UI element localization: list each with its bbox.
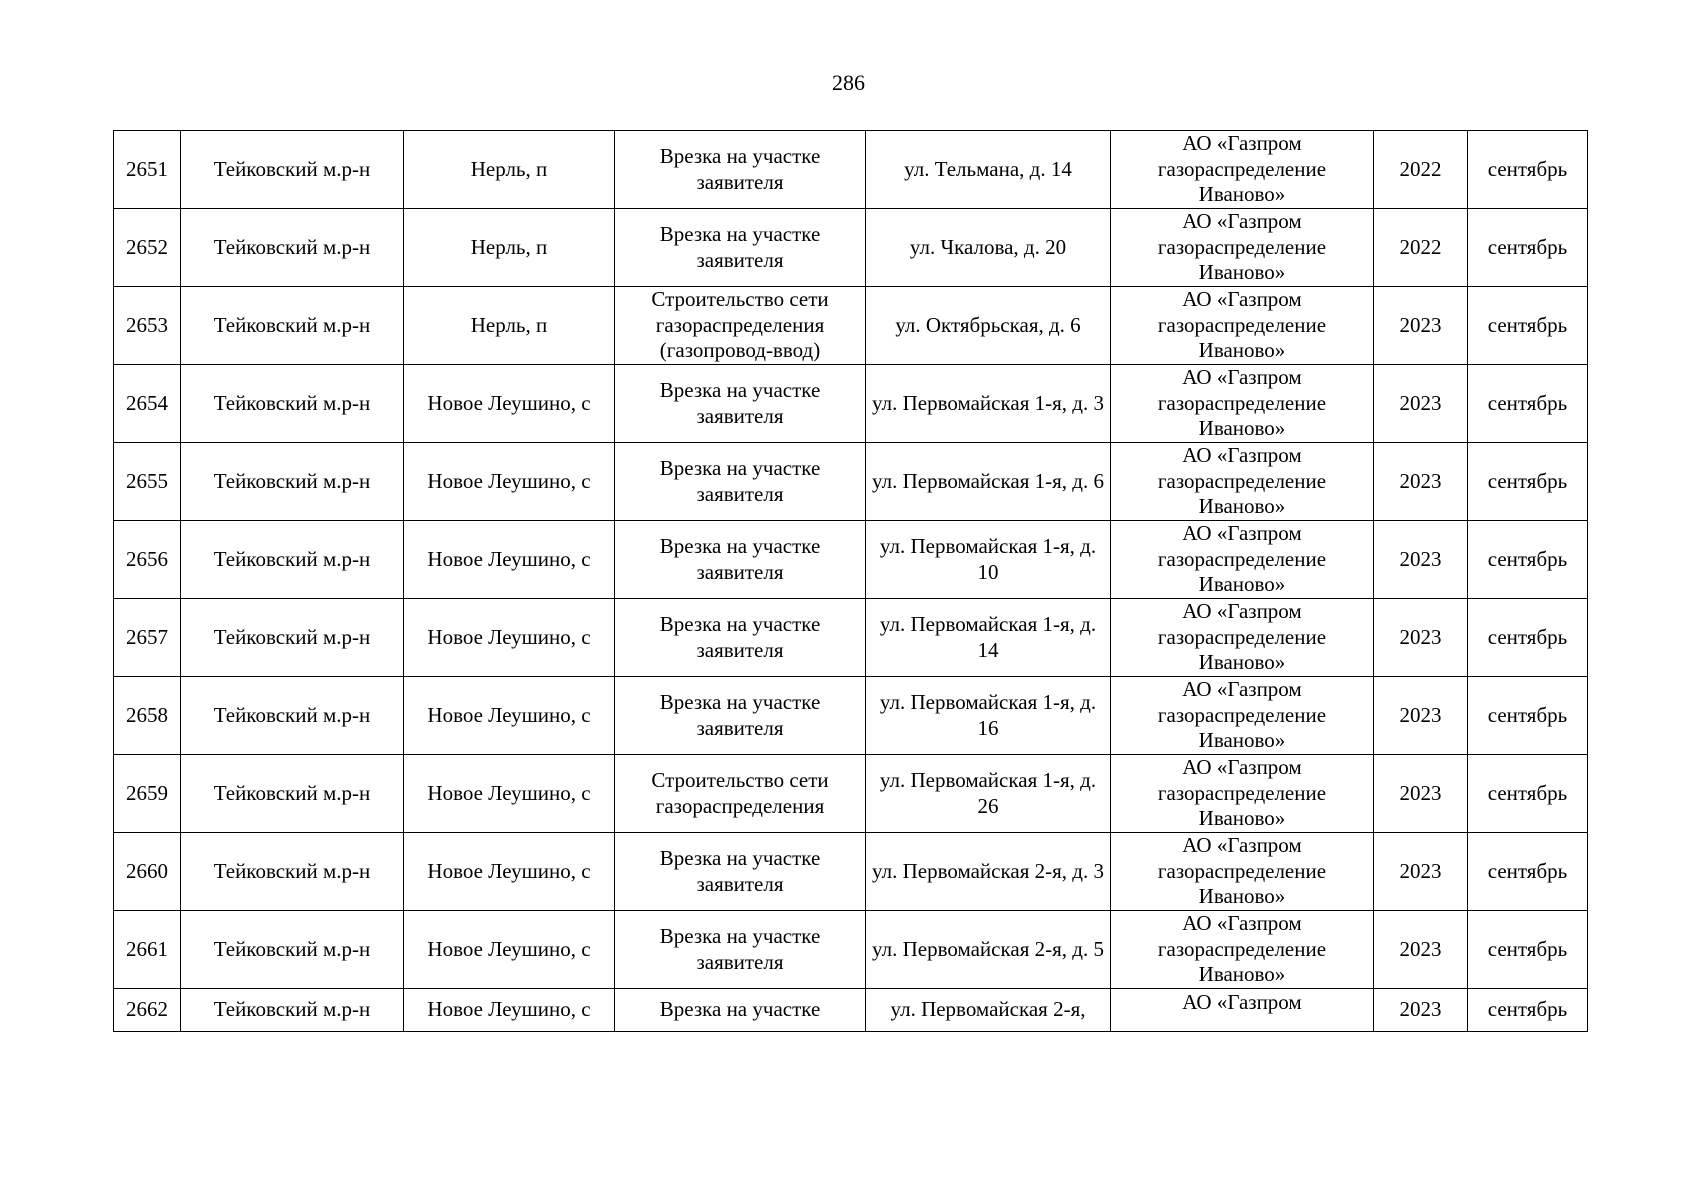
cell-settlement: Новое Леушино, с bbox=[404, 599, 615, 677]
cell-address: ул. Первомайская 1-я, д. 14 bbox=[866, 599, 1111, 677]
cell-work-type: Строительство сети газораспределения bbox=[615, 755, 866, 833]
table-row bbox=[114, 677, 1588, 755]
cell-year: 2023 bbox=[1374, 833, 1468, 911]
cell-address: ул. Первомайская 1-я, д. 16 bbox=[866, 677, 1111, 755]
cell-district: Тейковский м.р-н bbox=[181, 911, 404, 989]
cell-work-type: Врезка на участке заявителя bbox=[615, 911, 866, 989]
cell-district: Тейковский м.р-н bbox=[181, 521, 404, 599]
cell-settlement: Новое Леушино, с bbox=[404, 443, 615, 521]
cell-work-type: Врезка на участке заявителя bbox=[615, 677, 866, 755]
cell-month: сентябрь bbox=[1468, 755, 1588, 833]
cell-number: 2652 bbox=[114, 209, 181, 287]
table-body bbox=[114, 131, 1588, 1032]
cell-year: 2023 bbox=[1374, 677, 1468, 755]
cell-work-type: Врезка на участке bbox=[615, 989, 866, 1032]
cell-organization: АО «Газпром bbox=[1111, 989, 1374, 1032]
cell-year: 2023 bbox=[1374, 755, 1468, 833]
cell-settlement: Новое Леушино, с bbox=[404, 521, 615, 599]
table-row bbox=[114, 287, 1588, 365]
cell-number: 2656 bbox=[114, 521, 181, 599]
table-row bbox=[114, 755, 1588, 833]
cell-month: сентябрь bbox=[1468, 443, 1588, 521]
cell-address: ул. Первомайская 2-я, д. 5 bbox=[866, 911, 1111, 989]
cell-organization: АО «Газпром газораспределение Иваново» bbox=[1111, 677, 1374, 755]
cell-year: 2023 bbox=[1374, 911, 1468, 989]
cell-number: 2659 bbox=[114, 755, 181, 833]
cell-address: ул. Первомайская 2-я, д. 3 bbox=[866, 833, 1111, 911]
cell-address: ул. Первомайская 1-я, д. 6 bbox=[866, 443, 1111, 521]
table-row bbox=[114, 443, 1588, 521]
cell-address: ул. Тельмана, д. 14 bbox=[866, 131, 1111, 209]
cell-work-type: Врезка на участке заявителя bbox=[615, 443, 866, 521]
cell-work-type: Врезка на участке заявителя bbox=[615, 209, 866, 287]
cell-settlement: Нерль, п bbox=[404, 131, 615, 209]
cell-settlement: Нерль, п bbox=[404, 287, 615, 365]
cell-settlement: Новое Леушино, с bbox=[404, 911, 615, 989]
cell-district: Тейковский м.р-н bbox=[181, 287, 404, 365]
cell-district: Тейковский м.р-н bbox=[181, 677, 404, 755]
cell-month: сентябрь bbox=[1468, 365, 1588, 443]
cell-organization: АО «Газпром газораспределение Иваново» bbox=[1111, 599, 1374, 677]
cell-work-type: Врезка на участке заявителя bbox=[615, 131, 866, 209]
cell-organization: АО «Газпром газораспределение Иваново» bbox=[1111, 443, 1374, 521]
cell-organization: АО «Газпром газораспределение Иваново» bbox=[1111, 209, 1374, 287]
cell-work-type: Строительство сети газораспределения (газопровод-ввод) bbox=[615, 287, 866, 365]
cell-settlement: Нерль, п bbox=[404, 209, 615, 287]
cell-year: 2023 bbox=[1374, 989, 1468, 1032]
cell-number: 2657 bbox=[114, 599, 181, 677]
cell-number: 2662 bbox=[114, 989, 181, 1032]
cell-work-type: Врезка на участке заявителя bbox=[615, 365, 866, 443]
cell-district: Тейковский м.р-н bbox=[181, 443, 404, 521]
cell-settlement: Новое Леушино, с bbox=[404, 677, 615, 755]
cell-address: ул. Первомайская 1-я, д. 26 bbox=[866, 755, 1111, 833]
table-row bbox=[114, 989, 1588, 1032]
cell-district: Тейковский м.р-н bbox=[181, 989, 404, 1032]
cell-organization: АО «Газпром газораспределение Иваново» bbox=[1111, 365, 1374, 443]
cell-number: 2654 bbox=[114, 365, 181, 443]
table-row bbox=[114, 521, 1588, 599]
cell-organization: АО «Газпром газораспределение Иваново» bbox=[1111, 833, 1374, 911]
cell-district: Тейковский м.р-н bbox=[181, 833, 404, 911]
cell-work-type: Врезка на участке заявителя bbox=[615, 521, 866, 599]
cell-month: сентябрь bbox=[1468, 989, 1588, 1032]
cell-month: сентябрь bbox=[1468, 599, 1588, 677]
cell-organization: АО «Газпром газораспределение Иваново» bbox=[1111, 755, 1374, 833]
cell-year: 2023 bbox=[1374, 443, 1468, 521]
cell-month: сентябрь bbox=[1468, 833, 1588, 911]
cell-address: ул. Первомайская 1-я, д. 10 bbox=[866, 521, 1111, 599]
cell-year: 2023 bbox=[1374, 521, 1468, 599]
cell-address: ул. Первомайская 2-я, bbox=[866, 989, 1111, 1032]
cell-work-type: Врезка на участке заявителя bbox=[615, 833, 866, 911]
table-row bbox=[114, 131, 1588, 209]
cell-district: Тейковский м.р-н bbox=[181, 365, 404, 443]
cell-number: 2660 bbox=[114, 833, 181, 911]
cell-month: сентябрь bbox=[1468, 521, 1588, 599]
cell-organization: АО «Газпром газораспределение Иваново» bbox=[1111, 521, 1374, 599]
cell-year: 2022 bbox=[1374, 209, 1468, 287]
cell-work-type: Врезка на участке заявителя bbox=[615, 599, 866, 677]
cell-number: 2658 bbox=[114, 677, 181, 755]
cell-year: 2022 bbox=[1374, 131, 1468, 209]
cell-number: 2661 bbox=[114, 911, 181, 989]
table-row bbox=[114, 911, 1588, 989]
gasification-schedule-table bbox=[113, 130, 1588, 1032]
cell-organization: АО «Газпром газораспределение Иваново» bbox=[1111, 287, 1374, 365]
cell-settlement: Новое Леушино, с bbox=[404, 833, 615, 911]
cell-month: сентябрь bbox=[1468, 209, 1588, 287]
table-row bbox=[114, 365, 1588, 443]
page-number: 286 bbox=[832, 70, 865, 95]
cell-year: 2023 bbox=[1374, 287, 1468, 365]
cell-address: ул. Октябрьская, д. 6 bbox=[866, 287, 1111, 365]
cell-month: сентябрь bbox=[1468, 677, 1588, 755]
cell-organization: АО «Газпром газораспределение Иваново» bbox=[1111, 131, 1374, 209]
table-row bbox=[114, 209, 1588, 287]
cell-year: 2023 bbox=[1374, 599, 1468, 677]
cell-settlement: Новое Леушино, с bbox=[404, 365, 615, 443]
cell-address: ул. Чкалова, д. 20 bbox=[866, 209, 1111, 287]
cell-district: Тейковский м.р-н bbox=[181, 131, 404, 209]
cell-month: сентябрь bbox=[1468, 287, 1588, 365]
cell-month: сентябрь bbox=[1468, 911, 1588, 989]
cell-settlement: Новое Леушино, с bbox=[404, 989, 615, 1032]
cell-year: 2023 bbox=[1374, 365, 1468, 443]
cell-district: Тейковский м.р-н bbox=[181, 755, 404, 833]
cell-number: 2653 bbox=[114, 287, 181, 365]
cell-number: 2655 bbox=[114, 443, 181, 521]
cell-address: ул. Первомайская 1-я, д. 3 bbox=[866, 365, 1111, 443]
table-row bbox=[114, 599, 1588, 677]
cell-district: Тейковский м.р-н bbox=[181, 599, 404, 677]
cell-number: 2651 bbox=[114, 131, 181, 209]
cell-settlement: Новое Леушино, с bbox=[404, 755, 615, 833]
cell-district: Тейковский м.р-н bbox=[181, 209, 404, 287]
cell-organization: АО «Газпром газораспределение Иваново» bbox=[1111, 911, 1374, 989]
cell-month: сентябрь bbox=[1468, 131, 1588, 209]
table-row bbox=[114, 833, 1588, 911]
